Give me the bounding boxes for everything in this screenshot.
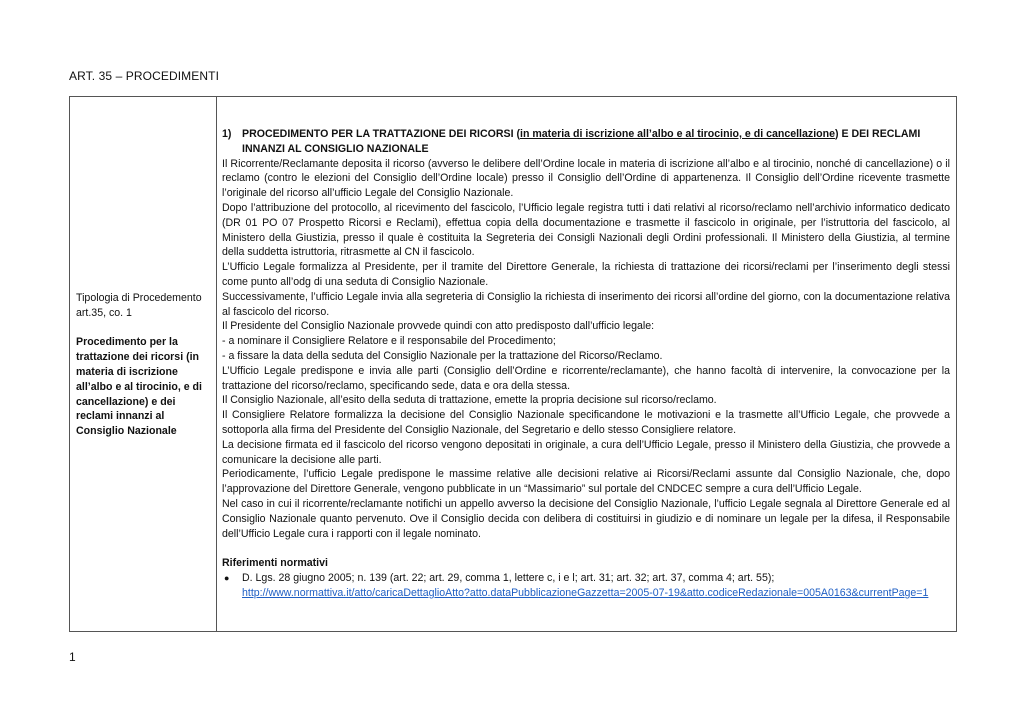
reference-item	[222, 571, 950, 601]
reference-content	[242, 571, 950, 601]
paragraph: Periodicamente, l’ufficio Legale predispone le massime relative alle decisioni relative ai Ricorsi/Reclami assunte dal Consiglio Nazionale, che, dopo l’approvazione del Direttore Generale, vengono pubblicate in un “Massimario” sul portale del CNDCEC sempre a cura dell’Ufficio Legale.	[222, 468, 950, 496]
heading-text	[242, 127, 950, 157]
heading-text-underlined: in materia di iscrizione all’albo e al tirocinio, e di cancellazione	[520, 128, 835, 140]
procedure-type-label: Tipologia di Procedemento	[76, 292, 202, 304]
reference-link[interactable]: http://www.normattiva.it/atto/caricaDettaglioAtto?atto.dataPubblicazioneGazzetta=2005-07-19&atto.codiceRedazionale=005A0163&currentPage=1	[242, 586, 929, 599]
paragraph: La decisione firmata ed il fascicolo del ricorso vengono depositati in originale, a cura dell’Ufficio Legale, presso il Ministero della Giustizia, che provvede a comunicare la decisione alle parti.	[222, 438, 950, 466]
procedure-article-ref: art.35, co. 1	[76, 306, 132, 319]
paragraph: Il Consiglio Nazionale, all’esito della seduta di trattazione, emette la propria decisione sul ricorso/reclamo.	[222, 394, 717, 407]
paragraph: L’Ufficio Legale predispone e invia alle parti (Consiglio dell’Ordine e ricorrente/reclamante), che hanno facoltà di intervenire, la convocazione per la trattazione del ricorso/reclamo, specificando sede, data e ora della stessa.	[222, 364, 950, 392]
paragraph: Il Ricorrente/Reclamante deposita il ricorso (avverso le delibere dell’Ordine locale in materia di iscrizione all’albo e al tirocinio, nonché di cancellazione) o il reclamo (contro le elezioni del Consiglio dell’Ordine locale) presso il Consiglio dell’Ordine di appartenenza. Il Consiglio dell’Ordine ricevente trasmette l’originale del ricorso all’ufficio Legale del Consiglio Nazionale.	[222, 157, 950, 200]
heading-number: 1)	[222, 128, 232, 140]
procedure-description-cell	[222, 127, 950, 601]
procedure-heading	[222, 127, 950, 157]
column-divider	[216, 97, 217, 631]
paragraph: Nel caso in cui il ricorrente/reclamante notifichi un appello avverso la decisione del Consiglio Nazionale, l’ufficio Legale segnala al Direttore Generale ed al Consiglio Nazionale quanto pervenuto. Ove il Consiglio decida con delibera di costituirsi in giudizio e di nominare un legale per la difesa, il Responsabile dell’Ufficio Legale cura i rapporti con il legale nominato.	[222, 497, 950, 540]
paragraph: L’Ufficio Legale formalizza al Presidente, per il tramite del Direttore Generale, la richiesta di trattazione dei ricorsi/reclami per l’inserimento degli stessi come punto all’odg di una seduta di Consiglio Nazionale.	[222, 261, 950, 288]
procedure-table	[69, 96, 957, 632]
paragraph: Il Presidente del Consiglio Nazionale provvede quindi con atto predisposto dall’ufficio legale:	[222, 320, 655, 333]
page-title: ART. 35 – PROCEDIMENTI	[69, 69, 220, 83]
paragraph: Successivamente, l’ufficio Legale invia alla segreteria di Consiglio la richiesta di inserimento dei ricorsi all’ordine del giorno, con la documentazione relativa al fascicolo del ricorso.	[222, 290, 950, 318]
paragraph: Il Consigliere Relatore formalizza la decisione del Consiglio Nazionale specificandone le motivazioni e la trasmette all’Ufficio Legale, che provvede a sottoporla alla firma del Presidente del Consiglio Nazionale, del Segretario e dello stesso Consigliere relatore.	[222, 409, 950, 436]
procedure-name: Procedimento per la trattazione dei ricorsi (in materia di iscrizione all’albo e al tirocinio, e di cancellazione) e dei reclami innanzi al Consiglio Nazionale	[76, 336, 202, 438]
paragraph: Dopo l’attribuzione del protocollo, al ricevimento del fascicolo, l’Ufficio legale registra tutti i dati relativi al ricorso/reclamo nell’archivio informatico dedicato (DR 01 PO 07 Prospetto Ricorsi e Reclami), effettua copia della documentazione e trasmette il fascicolo in originale, per l’istruttoria del fascicolo, al Ministero della Giustizia, presso il quale è costituita la Segreteria dei Consigli Nazionali degli Ordini professionali. Il Ministero della Giustizia, al termine della suddetta istruttoria, ritrasmette al CN il fascicolo.	[222, 201, 950, 259]
paragraph: - a nominare il Consigliere Relatore e il responsabile del Procedimento;	[222, 335, 556, 348]
heading-text-part2: ) E DEI RECLAMI INNANZI AL CONSIGLIO NAZIONALE	[242, 128, 921, 155]
references-title: Riferimenti normativi	[222, 557, 328, 570]
heading-text-part1: PROCEDIMENTO PER LA TRATTAZIONE DEI RICORSI (	[242, 128, 520, 140]
bullet-icon: ●	[224, 572, 230, 583]
page-number: 1	[69, 650, 76, 664]
reference-text: D. Lgs. 28 giugno 2005; n. 139 (art. 22; art. 29, comma 1, lettere c, i e l; art. 31; art. 32; art. 37, comma 4; art. 55);	[242, 571, 775, 584]
procedure-type-cell	[76, 291, 212, 439]
paragraph: - a fissare la data della seduta del Consiglio Nazionale per la trattazione del Ricorso/Reclamo.	[222, 349, 663, 362]
